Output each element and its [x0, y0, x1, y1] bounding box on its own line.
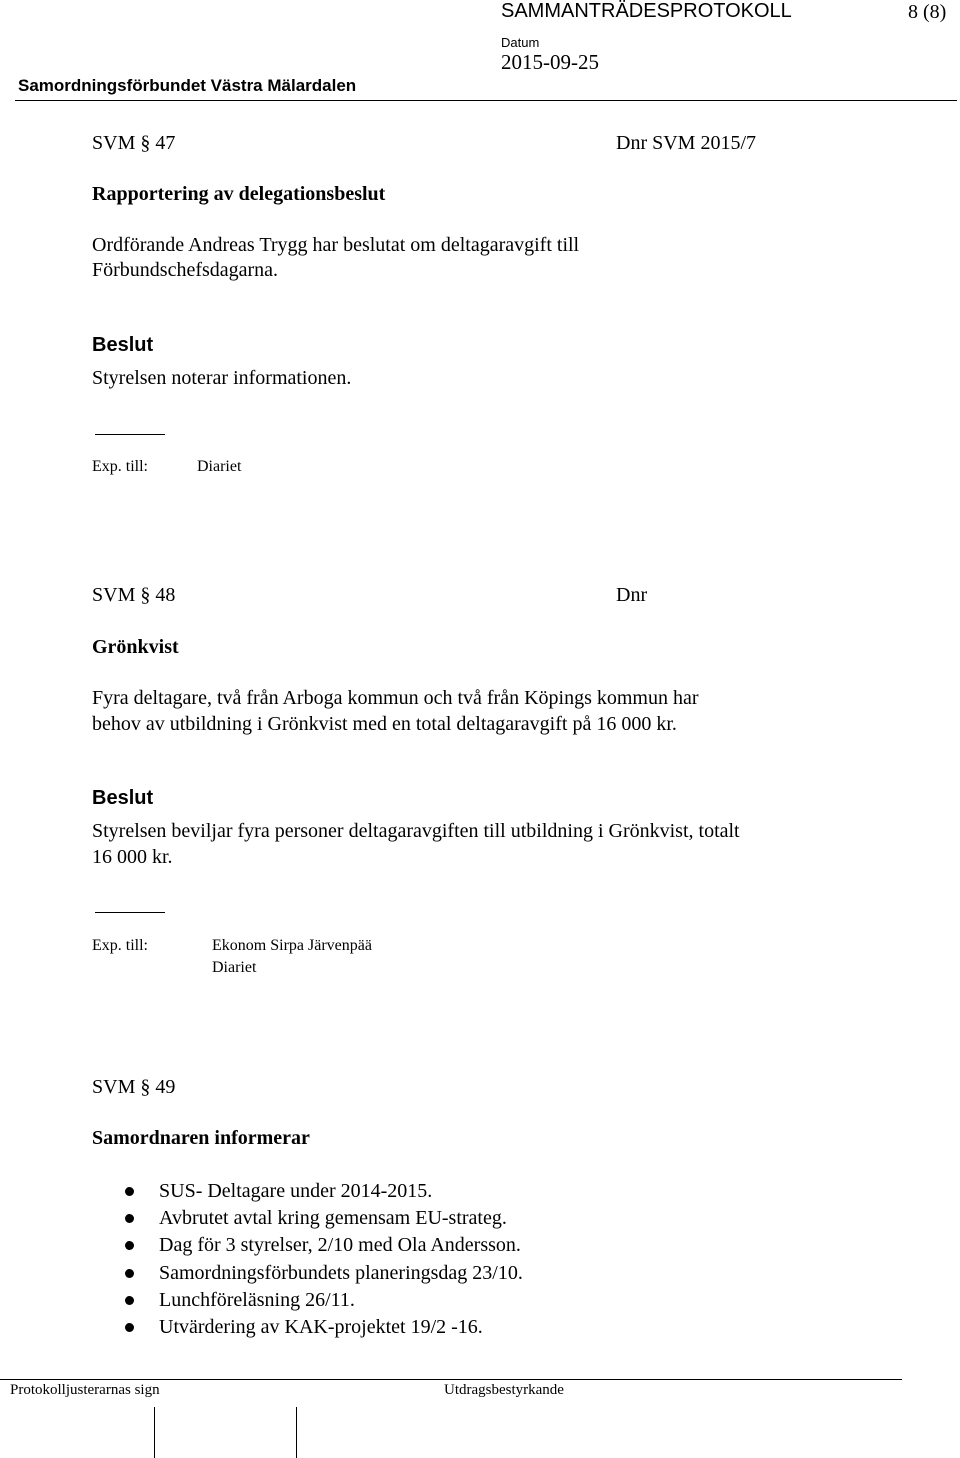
decision-text: 16 000 kr. [92, 846, 173, 868]
exp-recipient: Ekonom Sirpa Järvenpää [212, 937, 372, 954]
list-item-text: Dag för 3 styrelser, 2/10 med Ola Andersson. [159, 1234, 521, 1257]
exp-recipient: Diariet [212, 959, 257, 976]
section-number: SVM § 47 [92, 132, 176, 154]
bullet-icon [125, 1296, 134, 1305]
section-dnr: Dnr [616, 584, 648, 606]
exp-separator [95, 434, 165, 435]
document-date: 2015-09-25 [501, 50, 599, 74]
list-item [159, 1205, 523, 1232]
list-item [159, 1287, 523, 1314]
list-item [159, 1178, 523, 1205]
list-item-text: SUS- Deltagare under 2014-2015. [159, 1180, 433, 1202]
document-type: SAMMANTRÄDESPROTOKOLL [501, 0, 792, 22]
signature-label: Protokolljusterarnas sign [10, 1382, 160, 1398]
exp-label: Exp. till: [92, 937, 148, 954]
bullet-icon [125, 1323, 134, 1332]
list-item [159, 1260, 523, 1287]
list-item-text: Samordningsförbundets planeringsdag 23/10. [159, 1261, 523, 1284]
list-item [159, 1314, 523, 1341]
signature-box-divider [154, 1407, 155, 1458]
decision-heading: Beslut [92, 334, 154, 356]
section-title: Rapportering av delegationsbeslut [92, 183, 386, 205]
section-body-line: Ordförande Andreas Trygg har beslutat om deltagaravgift till [92, 234, 580, 256]
bullet-icon [125, 1241, 134, 1250]
list-item-text: Avbrutet avtal kring gemensam EU-strateg. [159, 1207, 507, 1230]
exp-recipient: Diariet [197, 458, 242, 475]
decision-text: Styrelsen noterar informationen. [92, 367, 352, 389]
info-list [159, 1178, 523, 1341]
bullet-icon [125, 1269, 134, 1278]
decision-text: Styrelsen beviljar fyra personer deltagaravgiften till utbildning i Grönkvist, totalt [92, 820, 740, 842]
exp-separator [95, 912, 165, 913]
footer-rule [0, 1379, 902, 1380]
signature-box-divider [296, 1407, 297, 1458]
list-item-text: Lunchföreläsning 26/11. [159, 1288, 355, 1311]
section-dnr: Dnr SVM 2015/7 [616, 132, 757, 154]
section-number: SVM § 49 [92, 1076, 176, 1098]
section-body-line: Fyra deltagare, två från Arboga kommun och två från Köpings kommun har [92, 687, 699, 709]
exp-label: Exp. till: [92, 458, 148, 475]
section-body-line: Förbundschefsdagarna. [92, 259, 279, 281]
organization-name: Samordningsförbundet Västra Mälardalen [18, 76, 357, 95]
section-number: SVM § 48 [92, 584, 176, 606]
page-number: 8 (8) [908, 1, 947, 23]
bullet-icon [125, 1187, 134, 1196]
decision-heading: Beslut [92, 787, 154, 809]
section-title: Grönkvist [92, 636, 179, 658]
certification-label: Utdragsbestyrkande [444, 1382, 564, 1398]
header-rule [15, 100, 957, 101]
bullet-icon [125, 1214, 134, 1223]
section-body-line: behov av utbildning i Grönkvist med en total deltagaravgift på 16 000 kr. [92, 713, 677, 735]
list-item [159, 1232, 523, 1259]
date-label: Datum [501, 35, 540, 50]
section-title: Samordnaren informerar [92, 1127, 310, 1149]
list-item-text: Utvärdering av KAK-projektet 19/2 -16. [159, 1316, 483, 1339]
